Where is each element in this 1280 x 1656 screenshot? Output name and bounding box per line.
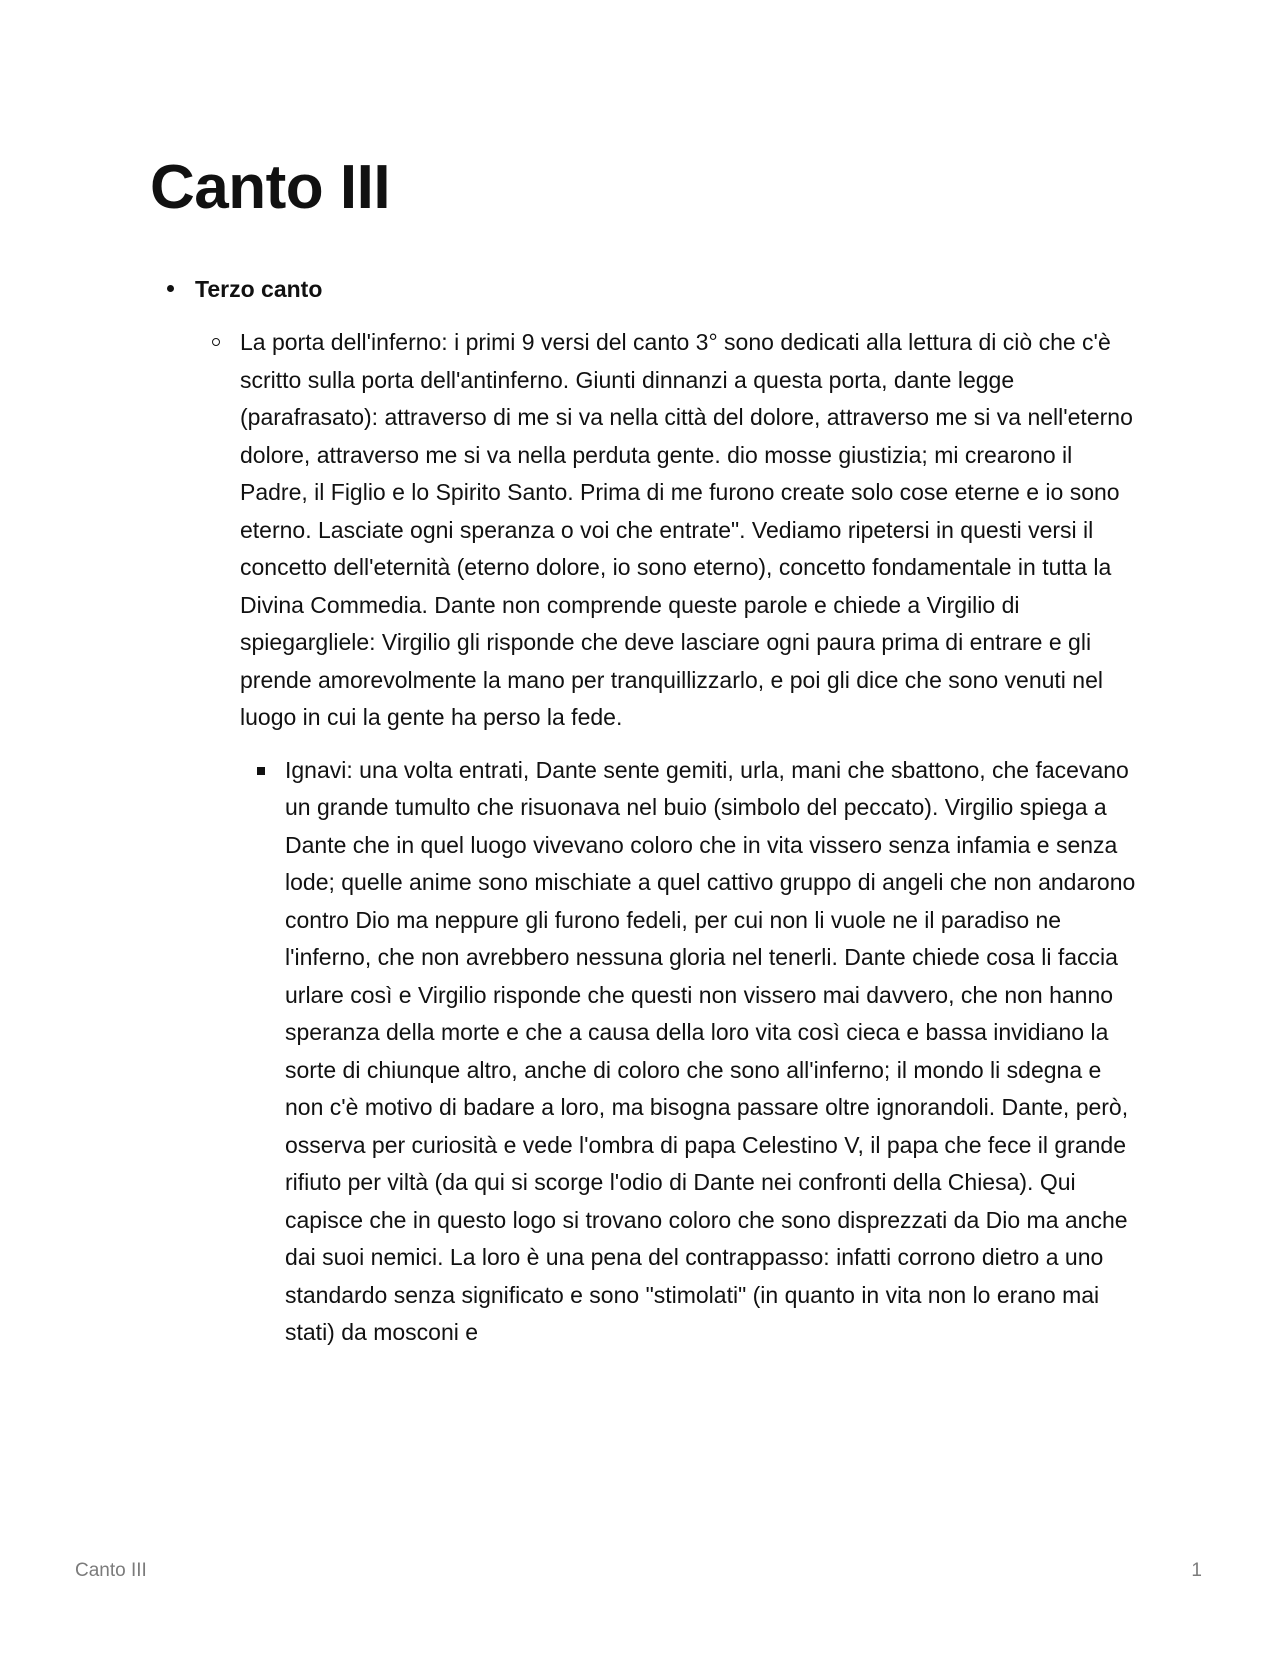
- bullet-circle-icon: [212, 338, 220, 346]
- nested-list: [195, 324, 1140, 1352]
- footer-page-number: 1: [1191, 1560, 1202, 1581]
- nested-sublist: [240, 752, 1140, 1352]
- paragraph-ignavi: Ignavi: una volta entrati, Dante sente gemiti, urla, mani che sbattono, che facevano un grande tumulto che risuonava nel buio (simbolo del peccato). Virgilio spiega a Dante che in quel luogo vivevano coloro che in vita vissero senza infamia e senza lode; quelle anime sono mischiate a quel cattivo gruppo di angeli che non andarono contro Dio ma neppure gli furono fedeli, per cui non li vuole ne il paradiso ne l'inferno, che non avrebbero nessuna gloria nel tenerli. Dante chiede cosa li faccia urlare così e Virgilio risponde che questi non vissero mai davvero, che non hanno speranza della morte e che a causa della loro vita così cieca e bassa invidiano la sorte di chiunque altro, anche di coloro che sono all'inferno; il mondo li sdegna e non c'è motivo di badare a loro, ma bisogna passare oltre ignorandoli. Dante, però, osserva per curiosità e vede l'ombra di papa Celestino V, il papa che fece il grande rifiuto per viltà (da qui si scorge l'odio di Dante nei confronti della Chiesa). Qui capisce che in questo logo si trovano coloro che sono disprezzati da Dio ma anche dai suoi nemici. La loro è una pena del contrappasso: infatti corrono dietro a uno standardo senza significato e sono "stimolati" (in quanto in vita non lo erano mai stati) da mosconi e: [285, 756, 1136, 1345]
- paragraph-porta-inferno: La porta dell'inferno: i primi 9 versi del canto 3° sono dedicati alla lettura di ciò che c'è scritto sulla porta dell'antinferno. Giunti dinnanzi a questa porta, dante legge (parafrasato): attraverso di me si va nella città del dolore, attraverso me si va nell'eterno dolore, attraverso me si va nella perduta gente. dio mosse giustizia; mi crearono il Padre, il Figlio e lo Spirito Santo. Prima di me furono create solo cose eterne e io sono eterno. Lasciate ogni speranza o voi che entrate". Vediamo ripetersi in questi versi il concetto dell'eternità (eterno dolore, io sono eterno), concetto fondamentale in tutta la Divina Commedia. Dante non comprende queste parole e chiede a Virgilio di spiegargliele: Virgilio gli risponde che deve lasciare ogni paura prima di entrare e gli prende amorevolmente la mano per tranquillizzarlo, e poi gli dice che sono venuti nel luogo in cui la gente ha perso la fede.: [240, 329, 1133, 730]
- list-item-ignavi: [240, 752, 1140, 1352]
- footer-document-title: Canto III: [75, 1560, 147, 1581]
- outline-list: [150, 273, 1140, 1352]
- bullet-square-icon: [257, 767, 265, 775]
- list-item-porta-inferno: [195, 324, 1140, 1352]
- page-title: Canto III: [150, 153, 391, 222]
- list-item-terzo-canto: [150, 273, 1140, 1352]
- bullet-disc-icon: [167, 285, 174, 292]
- section-heading: Terzo canto: [195, 276, 323, 302]
